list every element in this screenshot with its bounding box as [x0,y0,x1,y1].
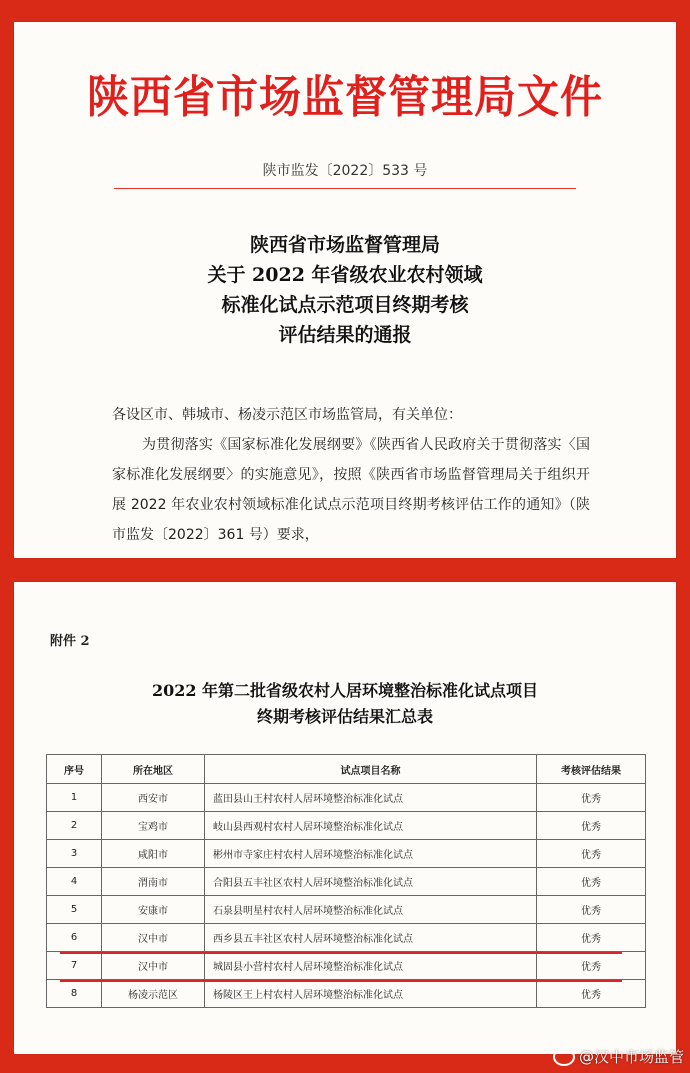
table-title-line: 2022 年第二批省级农村人居环境整治标准化试点项目 [151,681,539,700]
cell-result: 优秀 [537,896,646,924]
highlight-underline-row-7 [60,980,622,982]
document-page-2 [14,582,676,1054]
cell-project: 蓝田县山王村农村人居环境整治标准化试点 [205,784,537,812]
salutation: 各设区市、韩城市、杨凌示范区市场监管局，有关单位： [112,407,462,423]
cell-result: 优秀 [537,952,646,980]
document-page-1 [14,22,676,558]
document-title [14,230,676,350]
table-row [47,812,646,840]
watermark-text: @汉中市场监管 [578,1048,684,1066]
cell-index: 2 [47,812,102,840]
table-title [14,678,676,730]
cell-region: 汉中市 [102,924,205,952]
document-header: 陕西省市场监督管理局文件 [86,70,603,123]
red-divider [114,188,576,189]
title-line: 评估结果的通报 [278,324,412,346]
cell-project: 石泉县明星村农村人居环境整治标准化试点 [205,896,537,924]
cell-project: 西乡县五丰社区农村人居环境整治标准化试点 [205,924,537,952]
table-header-row [47,755,646,784]
table-row [47,868,646,896]
cell-result: 优秀 [537,840,646,868]
title-line: 关于 2022 年省级农业农村领域 [207,264,483,286]
table-row [47,980,646,1008]
cell-region: 渭南市 [102,868,205,896]
cell-index: 5 [47,896,102,924]
cell-index: 3 [47,840,102,868]
header-result: 考核评估结果 [537,755,646,784]
document-body [112,400,590,550]
weibo-watermark [553,1046,684,1067]
table-row [47,924,646,952]
cell-index: 6 [47,924,102,952]
cell-region: 杨凌示范区 [102,980,205,1008]
table-row [47,840,646,868]
body-paragraph: 为贯彻落实《国家标准化发展纲要》《陕西省人民政府关于贯彻落实〈国家标准化发展纲要〉的实施意见》，按照《陕西省市场监督管理局关于组织开展 2022 年农业农村领域标准化试点示范项目终期考核评估工作的通知》（陕市监发〔2022〕361 号）要求， [112,437,590,543]
cell-index: 8 [47,980,102,1008]
cell-region: 西安市 [102,784,205,812]
results-table [46,754,646,1008]
table-row [47,784,646,812]
cell-region: 汉中市 [102,952,205,980]
cell-region: 宝鸡市 [102,812,205,840]
table-title-line: 终期考核评估结果汇总表 [256,707,433,726]
cell-index: 1 [47,784,102,812]
cell-result: 优秀 [537,980,646,1008]
cell-index: 7 [47,952,102,980]
cell-result: 优秀 [537,812,646,840]
attachment-label: 附件 2 [50,634,90,649]
weibo-icon [553,1048,575,1066]
cell-result: 优秀 [537,784,646,812]
cell-region: 安康市 [102,896,205,924]
header-index: 序号 [47,755,102,784]
table-row [47,896,646,924]
header-region: 所在地区 [102,755,205,784]
cell-project: 岐山县西观村农村人居环境整治标准化试点 [205,812,537,840]
cell-project: 合阳县五丰社区农村人居环境整治标准化试点 [205,868,537,896]
cell-index: 4 [47,868,102,896]
cell-project: 彬州市寺家庄村农村人居环境整治标准化试点 [205,840,537,868]
header-project: 试点项目名称 [205,755,537,784]
cell-result: 优秀 [537,924,646,952]
document-number: 陕市监发〔2022〕533 号 [262,163,428,179]
table-row [47,952,646,980]
cell-result: 优秀 [537,868,646,896]
highlight-underline-row-6 [60,952,622,954]
cell-project: 杨陵区王上村农村人居环境整治标准化试点 [205,980,537,1008]
title-line: 陕西省市场监督管理局 [249,234,440,256]
cell-project: 城固县小营村农村人居环境整治标准化试点 [205,952,537,980]
cell-region: 咸阳市 [102,840,205,868]
title-line: 标准化试点示范项目终期考核 [221,294,469,316]
